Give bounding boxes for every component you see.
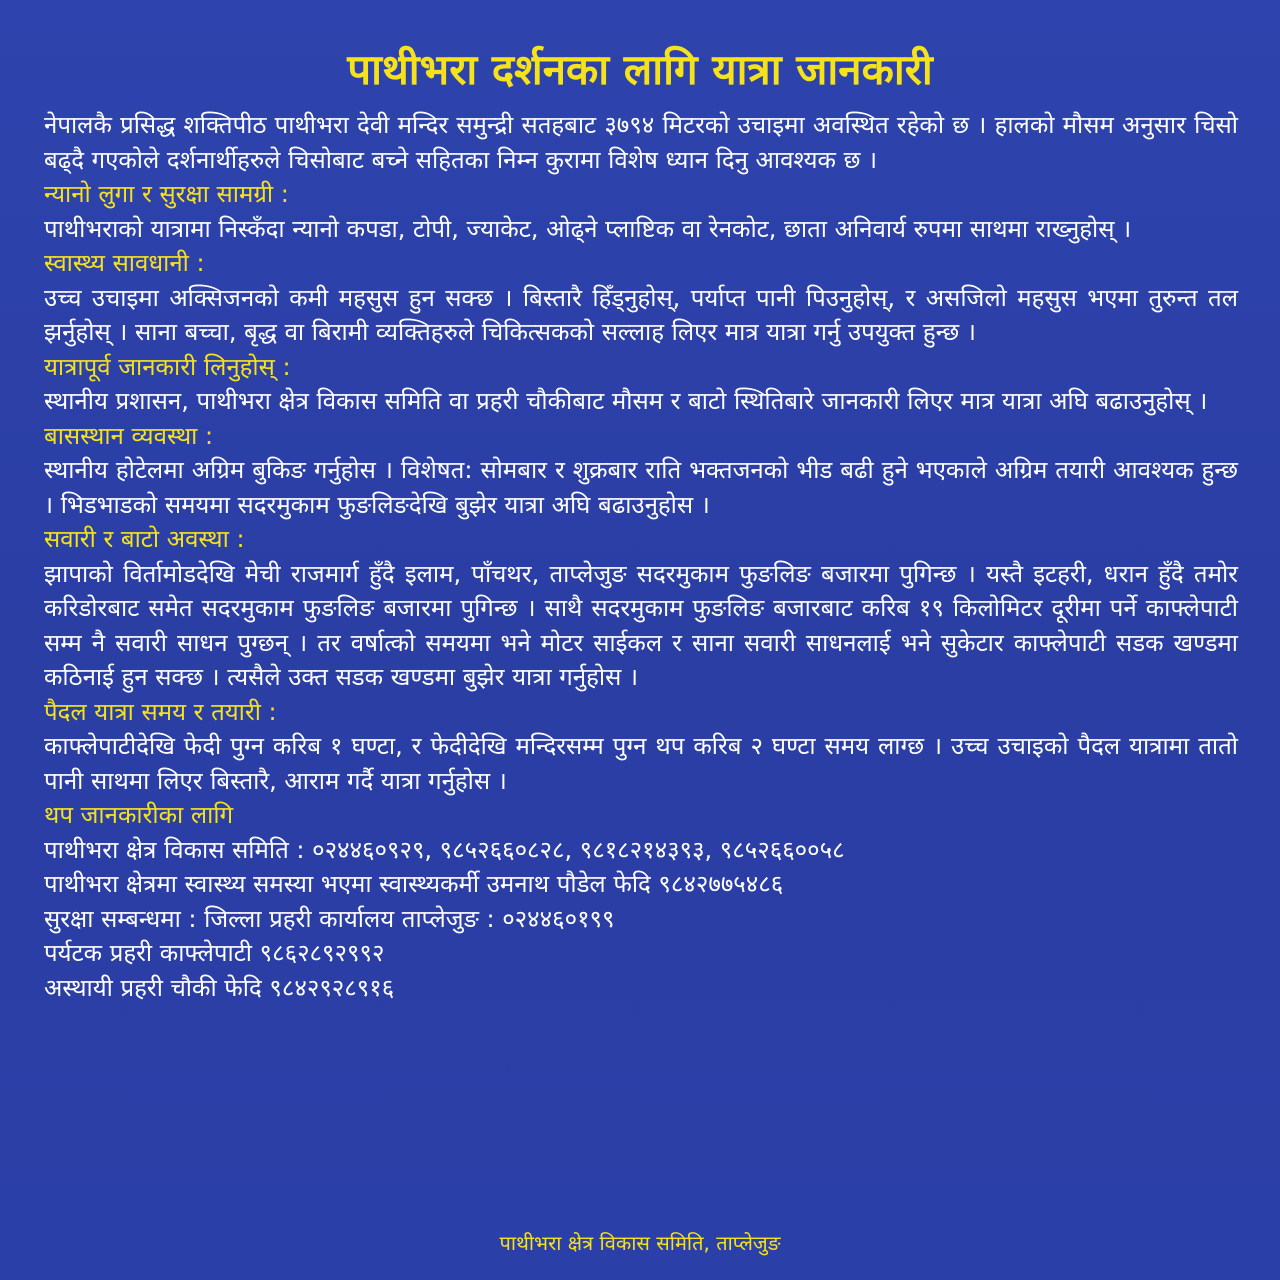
section-text-pretravel-info: स्थानीय प्रशासन, पाथीभरा क्षेत्र विकास समिति वा प्रहरी चौकीबाट मौसम र बाटो स्थितिबारे जानकारी लिएर मात्र यात्रा अघि बढाउनुहोस् । xyxy=(44,387,1208,415)
contact-line: अस्थायी प्रहरी चौकी फेदि ९८४२९२८९१६ xyxy=(44,973,395,1002)
section-heading-pretravel-info: यात्रापूर्व जानकारी लिनुहोस् : xyxy=(44,352,291,381)
contact-line: पर्यटक प्रहरी काफ्लेपाटी ९८६२८९२९९२ xyxy=(44,939,385,967)
section-heading-health: स्वास्थ्य सावधानी : xyxy=(44,249,205,277)
section-text-health: उच्च उचाइमा अक्सिजनको कमी महसुस हुन सक्छ । बिस्तारै हिँड्नुहोस्, पर्याप्त पानी पिउनुहोस्, र असजिलो महसुस भएमा तुरुन्त तल झर्नुहोस् । साना बच्चा, बृद्ध वा बिरामी व्यक्तिहरुले चिकित्सकको सल्लाह लिएर मात्र यात्रा गर्नु उपयुक्त हुन्छ । xyxy=(44,283,1238,346)
section-heading-transport: सवारी र बाटो अवस्था : xyxy=(44,525,245,553)
section-text-warm-clothes: पाथीभराको यात्रामा निस्कँदा न्यानो कपडा, टोपी, ज्याकेट, ओढ्ने प्लाष्टिक वा रेनकोट, छाता अनिवार्य रुपमा साथमा राख्नुहोस् । xyxy=(44,214,1132,243)
contact-line: सुरक्षा सम्बन्धमा : जिल्ला प्रहरी कार्यालय ताप्लेजुङ : ०२४४६०१९९ xyxy=(44,904,615,933)
section-text-transport: झापाको विर्तामोडदेखि मेची राजमार्ग हुँदै इलाम, पाँचथर, ताप्लेजुङ सदरमुकाम फुङलिङ बजारमा पुगिन्छ । यस्तै इटहरी, धरान हुँदै तमोर करिडोरबाट समेत सदरमुकाम फुङलिङ बजारमा पुगिन्छ । साथै सदरमुकाम फुङलिङ बजारबाट करिब १९ किलोमिटर दूरीमा पर्ने काफ्लेपाटी सम्म नै सवारी साधन पुग्छन् । तर वर्षात्को समयमा भने मोटर साईकल र साना सवारी साधनलाई भने सुकेटार काफ्लेपाटी सडक खण्डमा कठिनाई हुन सक्छ । त्यसैले उक्त सडक खण्डमा बुझेर यात्रा गर्नुहोस । xyxy=(44,559,1238,691)
contact-line: पाथीभरा क्षेत्र विकास समिति : ०२४४६०९२९, ९८५२६६०८२८, ९८१८२१४३९३, ९८५२६६००५८ xyxy=(44,835,845,864)
page-title: पाथीभरा दर्शनका लागि यात्रा जानकारी xyxy=(347,45,933,94)
section-heading-trek: पैदल यात्रा समय र तयारी : xyxy=(44,697,277,726)
notice-content xyxy=(44,108,1238,1005)
contact-heading: थप जानकारीका लागि xyxy=(44,801,234,829)
section-heading-accommodation: बासस्थान व्यवस्था : xyxy=(44,421,214,450)
footer-signature: पाथीभरा क्षेत्र विकास समिति, ताप्लेजुङ xyxy=(499,1231,781,1255)
section-text-trek: काफ्लेपाटीदेखि फेदी पुग्न करिब १ घण्टा, र फेदीदेखि मन्दिरसम्म पुग्न थप करिब २ घण्टा समय लाग्छ । उच्च उचाइको पैदल यात्रामा तातो पानी साथमा लिएर बिस्तारै, आराम गर्दै यात्रा गर्नुहोस । xyxy=(44,732,1238,795)
section-heading-warm-clothes: न्यानो लुगा र सुरक्षा सामग्री : xyxy=(44,180,289,208)
intro-paragraph: नेपालकै प्रसिद्ध शक्तिपीठ पाथीभरा देवी मन्दिर समुन्द्री सतहबाट ३७९४ मिटरको उचाइमा अवस्थित रहेको छ । हालको मौसम अनुसार चिसो बढ्दै गएकोले दर्शनार्थीहरुले चिसोबाट बच्ने सहितका निम्न कुरामा विशेष ध्यान दिनु आवश्यक छ । xyxy=(44,111,1238,174)
section-text-accommodation: स्थानीय होटेलमा अग्रिम बुकिङ गर्नुहोस । विशेषत: सोमबार र शुक्रबार राति भक्तजनको भीड बढी हुने भएकाले अग्रिम तयारी आवश्यक हुन्छ । भिडभाडको समयमा सदरमुकाम फुङलिङदेखि बुझेर यात्रा अघि बढाउनुहोस । xyxy=(44,456,1238,519)
contact-line: पाथीभरा क्षेत्रमा स्वास्थ्य समस्या भएमा स्वास्थ्यकर्मी उमनाथ पौडेल फेदि ९८४२७७५४८६ xyxy=(44,870,784,898)
